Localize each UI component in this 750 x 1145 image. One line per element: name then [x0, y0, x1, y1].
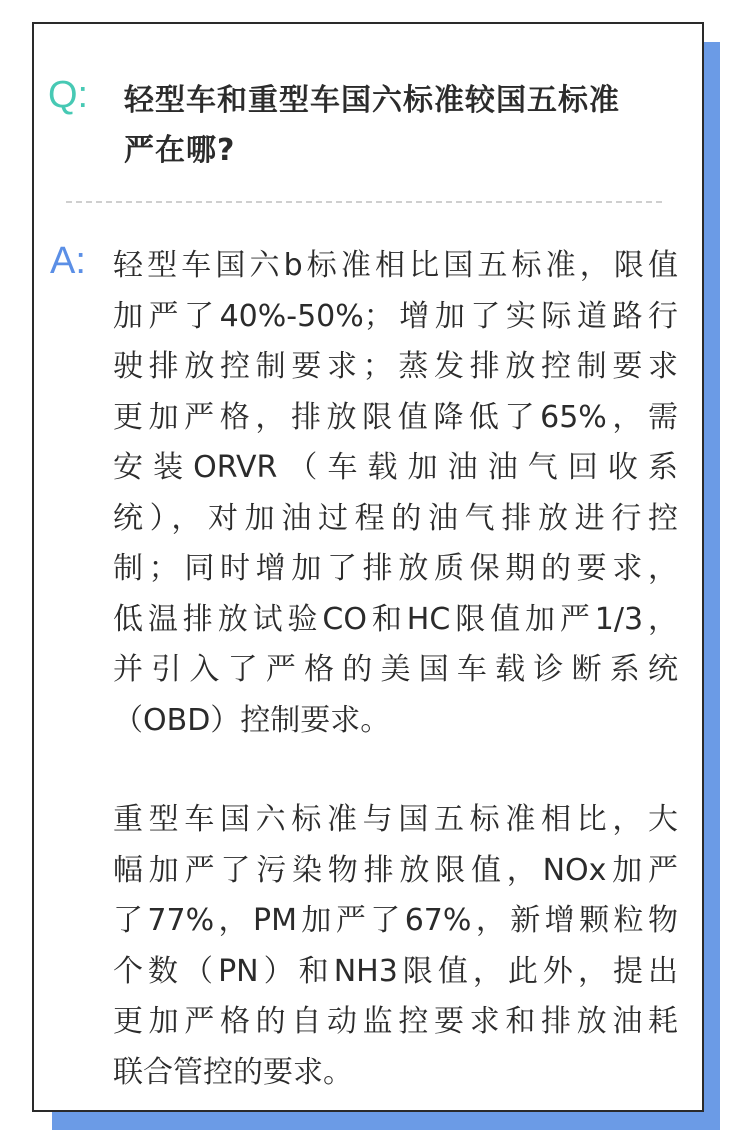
- answer-line: 重型车国六标准与国五标准相比，大: [113, 802, 678, 837]
- answer-line: 并引入了严格的美国车载诊断系统: [113, 652, 678, 687]
- question-text: [124, 76, 684, 176]
- answer-line: 更加严格，排放限值降低了65%，需: [113, 399, 678, 435]
- answer-line: 轻型车国六b标准相比国五标准，限值: [113, 248, 678, 283]
- answer-line: 驶排放控制要求；蒸发排放控制要求: [113, 349, 678, 384]
- answer-line: 低温排放试验CO和HC限值加严1/3，: [113, 601, 678, 637]
- answer-line: 安装ORVR（车载加油油气回收系: [113, 450, 678, 485]
- answer-line: 联合管控的要求。: [113, 1054, 353, 1090]
- answer-line: 制；同时增加了排放质保期的要求，: [113, 551, 678, 586]
- answer-line: 加严了40%-50%；增加了实际道路行: [113, 298, 678, 334]
- question-line: 严在哪?: [124, 133, 236, 168]
- dashed-divider: [66, 201, 662, 203]
- question-label: Q:: [48, 74, 89, 116]
- answer-body: [113, 241, 678, 1098]
- question-line: 轻型车和重型车国六标准较国五标准: [124, 83, 620, 118]
- paragraph-gap: [113, 746, 678, 795]
- answer-line: 个数（PN）和NH3限值，此外，提出: [113, 953, 678, 989]
- answer-label: A:: [50, 240, 86, 282]
- answer-line: 幅加严了污染物排放限值，NOx加严: [113, 852, 678, 888]
- answer-paragraph-1: [113, 241, 678, 746]
- answer-line: 统），对加油过程的油气排放进行控: [113, 500, 678, 536]
- answer-line: 更加严格的自动监控要求和排放油耗: [113, 1004, 678, 1039]
- answer-line: 了77%，PM加严了67%，新增颗粒物: [113, 903, 678, 938]
- answer-line: （OBD）控制要求。: [113, 702, 391, 738]
- answer-paragraph-2: [113, 795, 678, 1098]
